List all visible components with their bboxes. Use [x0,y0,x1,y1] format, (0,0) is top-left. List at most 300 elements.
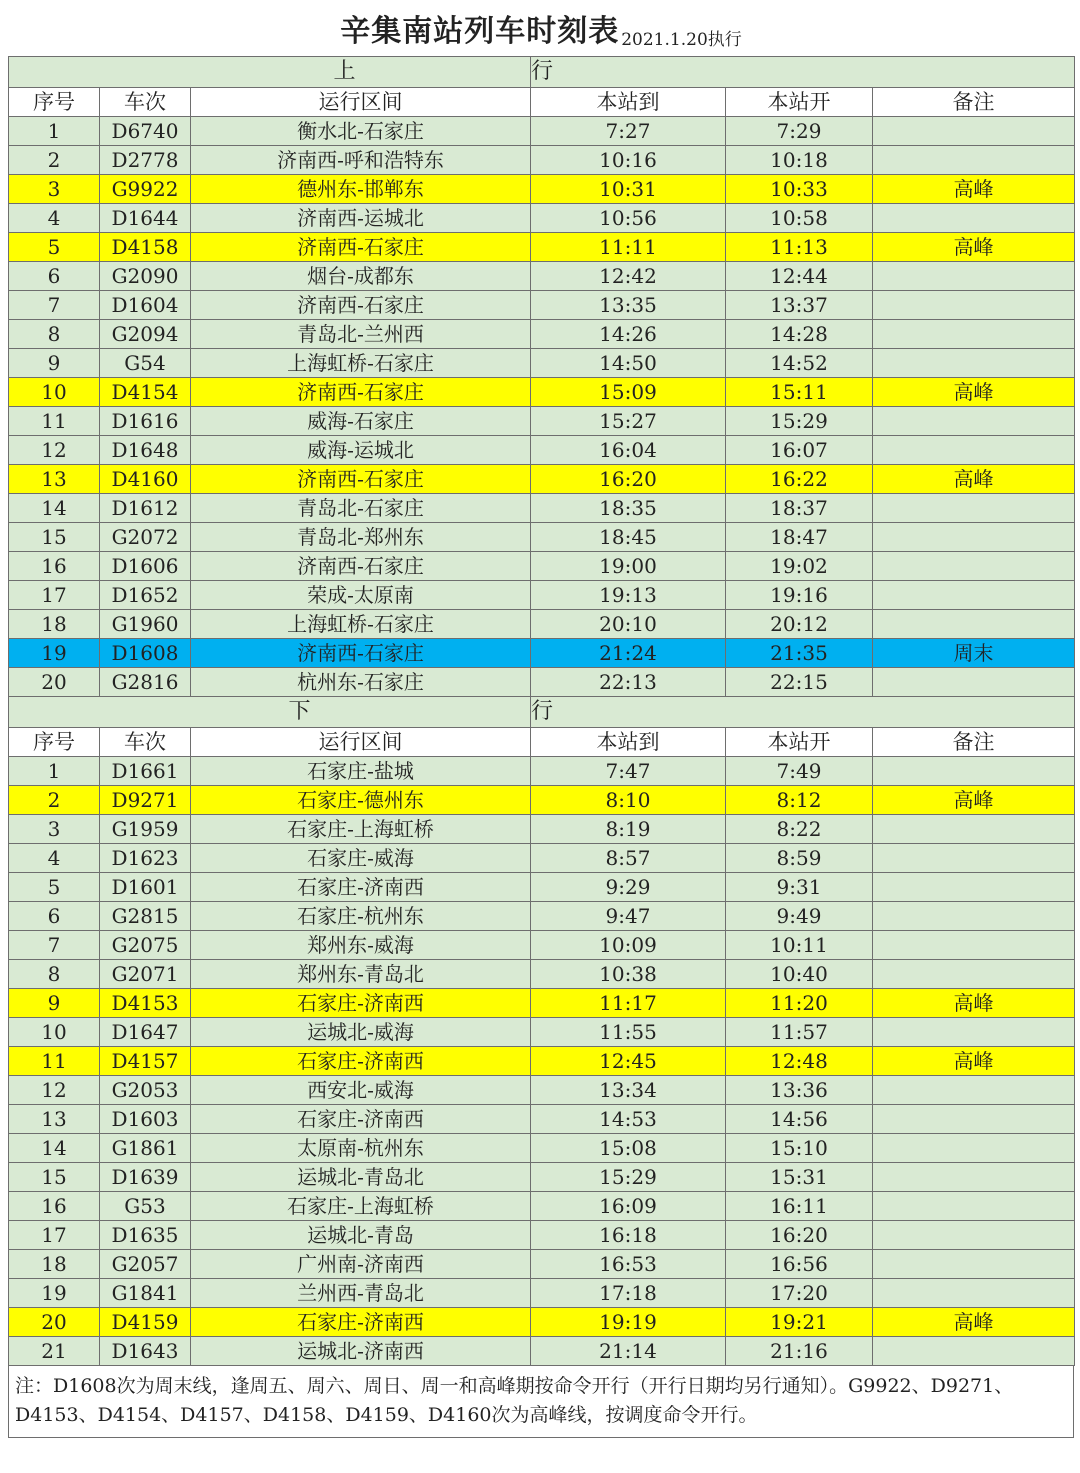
row-train: G1861 [100,1134,191,1163]
row-note [873,1279,1075,1308]
row-note: 高峰 [873,1047,1075,1076]
row-no: 20 [9,1308,100,1337]
row-route: 兰州西-青岛北 [191,1279,531,1308]
row-note: 高峰 [873,465,1075,494]
row-train: D4159 [100,1308,191,1337]
table-row [9,1308,1075,1337]
row-arrive: 15:29 [531,1163,726,1192]
row-arrive: 9:47 [531,902,726,931]
table-row [9,873,1075,902]
row-note [873,291,1075,320]
table-row [9,1337,1075,1366]
row-arrive: 12:42 [531,262,726,291]
row-note [873,262,1075,291]
row-route: 济南西-石家庄 [191,639,531,668]
row-train: D4160 [100,465,191,494]
row-note [873,436,1075,465]
row-no: 5 [9,233,100,262]
row-train: G2057 [100,1250,191,1279]
row-no: 10 [9,378,100,407]
table-row [9,1279,1075,1308]
down-section-header [9,697,1075,728]
row-depart: 13:36 [726,1076,873,1105]
row-no: 4 [9,844,100,873]
row-arrive: 19:00 [531,552,726,581]
timetable-sheet [8,0,1074,1438]
table-row [9,960,1075,989]
row-train: D1648 [100,436,191,465]
row-route: 石家庄-杭州东 [191,902,531,931]
row-note [873,815,1075,844]
row-depart: 21:16 [726,1337,873,1366]
row-note: 高峰 [873,786,1075,815]
row-depart: 9:31 [726,873,873,902]
row-route: 运城北-青岛北 [191,1163,531,1192]
row-train: G1841 [100,1279,191,1308]
table-row [9,407,1075,436]
row-note [873,581,1075,610]
table-row [9,989,1075,1018]
row-train: D4158 [100,233,191,262]
row-no: 16 [9,552,100,581]
table-row [9,1250,1075,1279]
row-train: G53 [100,1192,191,1221]
row-depart: 20:12 [726,610,873,639]
row-depart: 17:20 [726,1279,873,1308]
row-depart: 10:58 [726,204,873,233]
row-route: 石家庄-上海虹桥 [191,815,531,844]
row-arrive: 9:29 [531,873,726,902]
table-row [9,1192,1075,1221]
down-label-left: 下 [9,697,531,728]
row-note [873,1076,1075,1105]
row-train: G2816 [100,668,191,697]
table-row [9,262,1075,291]
row-arrive: 11:55 [531,1018,726,1047]
row-note [873,610,1075,639]
row-note [873,1250,1075,1279]
row-train: D1635 [100,1221,191,1250]
row-arrive: 21:24 [531,639,726,668]
row-route: 郑州东-青岛北 [191,960,531,989]
col-header-route: 运行区间 [191,728,531,757]
row-note [873,349,1075,378]
table-row [9,581,1075,610]
row-arrive: 16:09 [531,1192,726,1221]
col-header-no: 序号 [9,728,100,757]
row-note [873,757,1075,786]
row-route: 石家庄-济南西 [191,989,531,1018]
row-depart: 19:16 [726,581,873,610]
row-note [873,552,1075,581]
row-depart: 15:29 [726,407,873,436]
down-direction-section [9,697,1075,1366]
table-row [9,1076,1075,1105]
row-arrive: 19:19 [531,1308,726,1337]
row-no: 9 [9,989,100,1018]
row-depart: 18:37 [726,494,873,523]
row-arrive: 22:13 [531,668,726,697]
row-route: 石家庄-济南西 [191,1105,531,1134]
row-arrive: 10:38 [531,960,726,989]
row-train: D1652 [100,581,191,610]
row-arrive: 16:18 [531,1221,726,1250]
row-route: 石家庄-济南西 [191,1308,531,1337]
row-route: 青岛北-郑州东 [191,523,531,552]
row-route: 济南西-石家庄 [191,552,531,581]
row-train: D1661 [100,757,191,786]
row-arrive: 21:14 [531,1337,726,1366]
row-arrive: 8:10 [531,786,726,815]
row-route: 石家庄-济南西 [191,873,531,902]
table-row [9,320,1075,349]
row-no: 15 [9,1163,100,1192]
row-no: 14 [9,494,100,523]
row-depart: 7:49 [726,757,873,786]
table-row [9,233,1075,262]
table-row [9,117,1075,146]
row-depart: 14:28 [726,320,873,349]
row-arrive: 20:10 [531,610,726,639]
row-train: G1960 [100,610,191,639]
row-train: D1606 [100,552,191,581]
col-header-no: 序号 [9,88,100,117]
row-arrive: 8:19 [531,815,726,844]
row-train: D1623 [100,844,191,873]
row-depart: 8:12 [726,786,873,815]
table-row [9,668,1075,697]
table-row [9,757,1075,786]
up-column-headers [9,88,1075,117]
row-train: G1959 [100,815,191,844]
table-row [9,844,1075,873]
row-train: D1643 [100,1337,191,1366]
row-note [873,146,1075,175]
row-route: 上海虹桥-石家庄 [191,349,531,378]
row-route: 青岛北-石家庄 [191,494,531,523]
col-header-route: 运行区间 [191,88,531,117]
row-arrive: 10:16 [531,146,726,175]
row-depart: 21:35 [726,639,873,668]
row-depart: 16:11 [726,1192,873,1221]
row-arrive: 12:45 [531,1047,726,1076]
row-depart: 10:18 [726,146,873,175]
row-train: D9271 [100,786,191,815]
row-no: 17 [9,1221,100,1250]
row-train: D1639 [100,1163,191,1192]
row-route: 济南西-运城北 [191,204,531,233]
row-depart: 10:11 [726,931,873,960]
row-depart: 12:44 [726,262,873,291]
row-depart: 14:56 [726,1105,873,1134]
table-row [9,1018,1075,1047]
row-depart: 8:59 [726,844,873,873]
row-no: 20 [9,668,100,697]
row-route: 济南西-石家庄 [191,465,531,494]
table-row [9,610,1075,639]
row-note: 高峰 [873,378,1075,407]
row-depart: 11:20 [726,989,873,1018]
up-direction-section [9,57,1075,697]
table-row [9,465,1075,494]
row-note [873,1337,1075,1366]
row-depart: 18:47 [726,523,873,552]
row-depart: 15:11 [726,378,873,407]
row-note [873,1192,1075,1221]
table-row [9,494,1075,523]
table-row [9,436,1075,465]
row-train: D6740 [100,117,191,146]
row-depart: 19:02 [726,552,873,581]
row-route: 石家庄-济南西 [191,1047,531,1076]
row-note: 高峰 [873,233,1075,262]
row-train: G2094 [100,320,191,349]
row-train: D4153 [100,989,191,1018]
row-train: D4157 [100,1047,191,1076]
row-depart: 22:15 [726,668,873,697]
row-route: 上海虹桥-石家庄 [191,610,531,639]
row-no: 12 [9,436,100,465]
table-row [9,1105,1075,1134]
row-note [873,1221,1075,1250]
table-row [9,291,1075,320]
table-row [9,902,1075,931]
table-row [9,378,1075,407]
row-depart: 13:37 [726,291,873,320]
footnote: 注：D1608次为周末线，逢周五、周六、周日、周一和高峰期按命令开行（开行日期均另行通知）。G9922、D9271、D4153、D4154、D4157、D4158、D4159、D4160次为高峰线，按调度命令开行。 [8,1366,1074,1438]
table-row [9,349,1075,378]
row-depart: 16:56 [726,1250,873,1279]
row-note [873,1163,1075,1192]
row-note [873,117,1075,146]
row-arrive: 18:35 [531,494,726,523]
row-train: D1616 [100,407,191,436]
row-train: G2071 [100,960,191,989]
row-no: 6 [9,262,100,291]
row-no: 9 [9,349,100,378]
row-route: 石家庄-盐城 [191,757,531,786]
up-label-right: 行 [531,57,1075,88]
table-row [9,552,1075,581]
row-no: 3 [9,175,100,204]
row-route: 石家庄-德州东 [191,786,531,815]
table-row [9,523,1075,552]
row-arrive: 18:45 [531,523,726,552]
row-route: 济南西-呼和浩特东 [191,146,531,175]
row-arrive: 16:04 [531,436,726,465]
row-note [873,523,1075,552]
row-train: G2090 [100,262,191,291]
row-depart: 14:52 [726,349,873,378]
row-no: 5 [9,873,100,902]
row-note [873,960,1075,989]
row-arrive: 16:53 [531,1250,726,1279]
timetable-table [8,56,1075,1366]
table-row [9,204,1075,233]
row-no: 8 [9,320,100,349]
row-depart: 11:13 [726,233,873,262]
row-no: 15 [9,523,100,552]
row-route: 青岛北-兰州西 [191,320,531,349]
row-train: G54 [100,349,191,378]
row-depart: 16:22 [726,465,873,494]
row-arrive: 13:35 [531,291,726,320]
row-no: 2 [9,786,100,815]
row-arrive: 14:50 [531,349,726,378]
table-row [9,786,1075,815]
row-route: 荣成-太原南 [191,581,531,610]
row-train: D1601 [100,873,191,902]
row-arrive: 10:31 [531,175,726,204]
row-train: G2075 [100,931,191,960]
row-arrive: 15:27 [531,407,726,436]
row-depart: 12:48 [726,1047,873,1076]
col-header-note: 备注 [873,728,1075,757]
row-no: 3 [9,815,100,844]
row-note [873,931,1075,960]
row-route: 石家庄-上海虹桥 [191,1192,531,1221]
row-route: 威海-运城北 [191,436,531,465]
col-header-arrive: 本站到 [531,88,726,117]
down-label-right: 行 [531,697,1075,728]
row-train: G9922 [100,175,191,204]
row-note [873,1018,1075,1047]
row-route: 济南西-石家庄 [191,233,531,262]
row-route: 西安北-威海 [191,1076,531,1105]
row-note [873,1105,1075,1134]
row-no: 14 [9,1134,100,1163]
row-no: 1 [9,757,100,786]
row-arrive: 7:47 [531,757,726,786]
table-row [9,1134,1075,1163]
row-note [873,668,1075,697]
row-depart: 15:10 [726,1134,873,1163]
row-route: 郑州东-威海 [191,931,531,960]
col-header-arrive: 本站到 [531,728,726,757]
row-train: D1608 [100,639,191,668]
table-row [9,1047,1075,1076]
row-arrive: 10:09 [531,931,726,960]
row-route: 广州南-济南西 [191,1250,531,1279]
row-depart: 11:57 [726,1018,873,1047]
row-note: 高峰 [873,989,1075,1018]
col-header-note: 备注 [873,88,1075,117]
row-train: D1604 [100,291,191,320]
row-depart: 16:07 [726,436,873,465]
col-header-depart: 本站开 [726,728,873,757]
row-depart: 10:40 [726,960,873,989]
row-route: 济南西-石家庄 [191,291,531,320]
row-no: 7 [9,931,100,960]
row-no: 19 [9,639,100,668]
page-title [8,0,1074,56]
row-note [873,844,1075,873]
row-note [873,494,1075,523]
title-main: 辛集南站列车时刻表 [340,14,620,49]
row-train: D2778 [100,146,191,175]
row-no: 12 [9,1076,100,1105]
row-arrive: 15:08 [531,1134,726,1163]
row-train: G2053 [100,1076,191,1105]
row-route: 烟台-成都东 [191,262,531,291]
row-note [873,204,1075,233]
row-depart: 9:49 [726,902,873,931]
table-row [9,815,1075,844]
table-row [9,146,1075,175]
row-no: 19 [9,1279,100,1308]
table-row [9,931,1075,960]
row-route: 衡水北-石家庄 [191,117,531,146]
row-no: 6 [9,902,100,931]
row-route: 济南西-石家庄 [191,378,531,407]
col-header-depart: 本站开 [726,88,873,117]
row-train: D1612 [100,494,191,523]
row-no: 8 [9,960,100,989]
row-train: D1603 [100,1105,191,1134]
row-route: 杭州东-石家庄 [191,668,531,697]
table-row [9,639,1075,668]
down-column-headers [9,728,1075,757]
row-no: 11 [9,407,100,436]
row-arrive: 11:11 [531,233,726,262]
row-depart: 16:20 [726,1221,873,1250]
row-route: 石家庄-威海 [191,844,531,873]
row-no: 17 [9,581,100,610]
row-note [873,873,1075,902]
row-note: 高峰 [873,175,1075,204]
row-arrive: 14:26 [531,320,726,349]
row-no: 18 [9,1250,100,1279]
row-no: 13 [9,1105,100,1134]
row-no: 4 [9,204,100,233]
row-note: 高峰 [873,1308,1075,1337]
row-arrive: 13:34 [531,1076,726,1105]
row-train: D4154 [100,378,191,407]
row-depart: 7:29 [726,117,873,146]
title-effective-date: 2021.1.20执行 [621,30,742,50]
row-train: D1644 [100,204,191,233]
row-no: 11 [9,1047,100,1076]
row-route: 运城北-威海 [191,1018,531,1047]
table-row [9,1221,1075,1250]
row-arrive: 17:18 [531,1279,726,1308]
row-arrive: 14:53 [531,1105,726,1134]
up-section-header [9,57,1075,88]
row-no: 18 [9,610,100,639]
row-no: 1 [9,117,100,146]
row-arrive: 19:13 [531,581,726,610]
row-route: 运城北-青岛 [191,1221,531,1250]
row-arrive: 11:17 [531,989,726,1018]
row-arrive: 15:09 [531,378,726,407]
row-no: 7 [9,291,100,320]
row-depart: 10:33 [726,175,873,204]
table-row [9,175,1075,204]
row-depart: 15:31 [726,1163,873,1192]
row-note [873,320,1075,349]
row-train: D1647 [100,1018,191,1047]
row-note: 周末 [873,639,1075,668]
row-note [873,407,1075,436]
up-label-left: 上 [9,57,531,88]
table-row [9,1163,1075,1192]
row-arrive: 10:56 [531,204,726,233]
row-no: 21 [9,1337,100,1366]
col-header-train: 车次 [100,88,191,117]
row-no: 16 [9,1192,100,1221]
col-header-train: 车次 [100,728,191,757]
row-route: 德州东-邯郸东 [191,175,531,204]
